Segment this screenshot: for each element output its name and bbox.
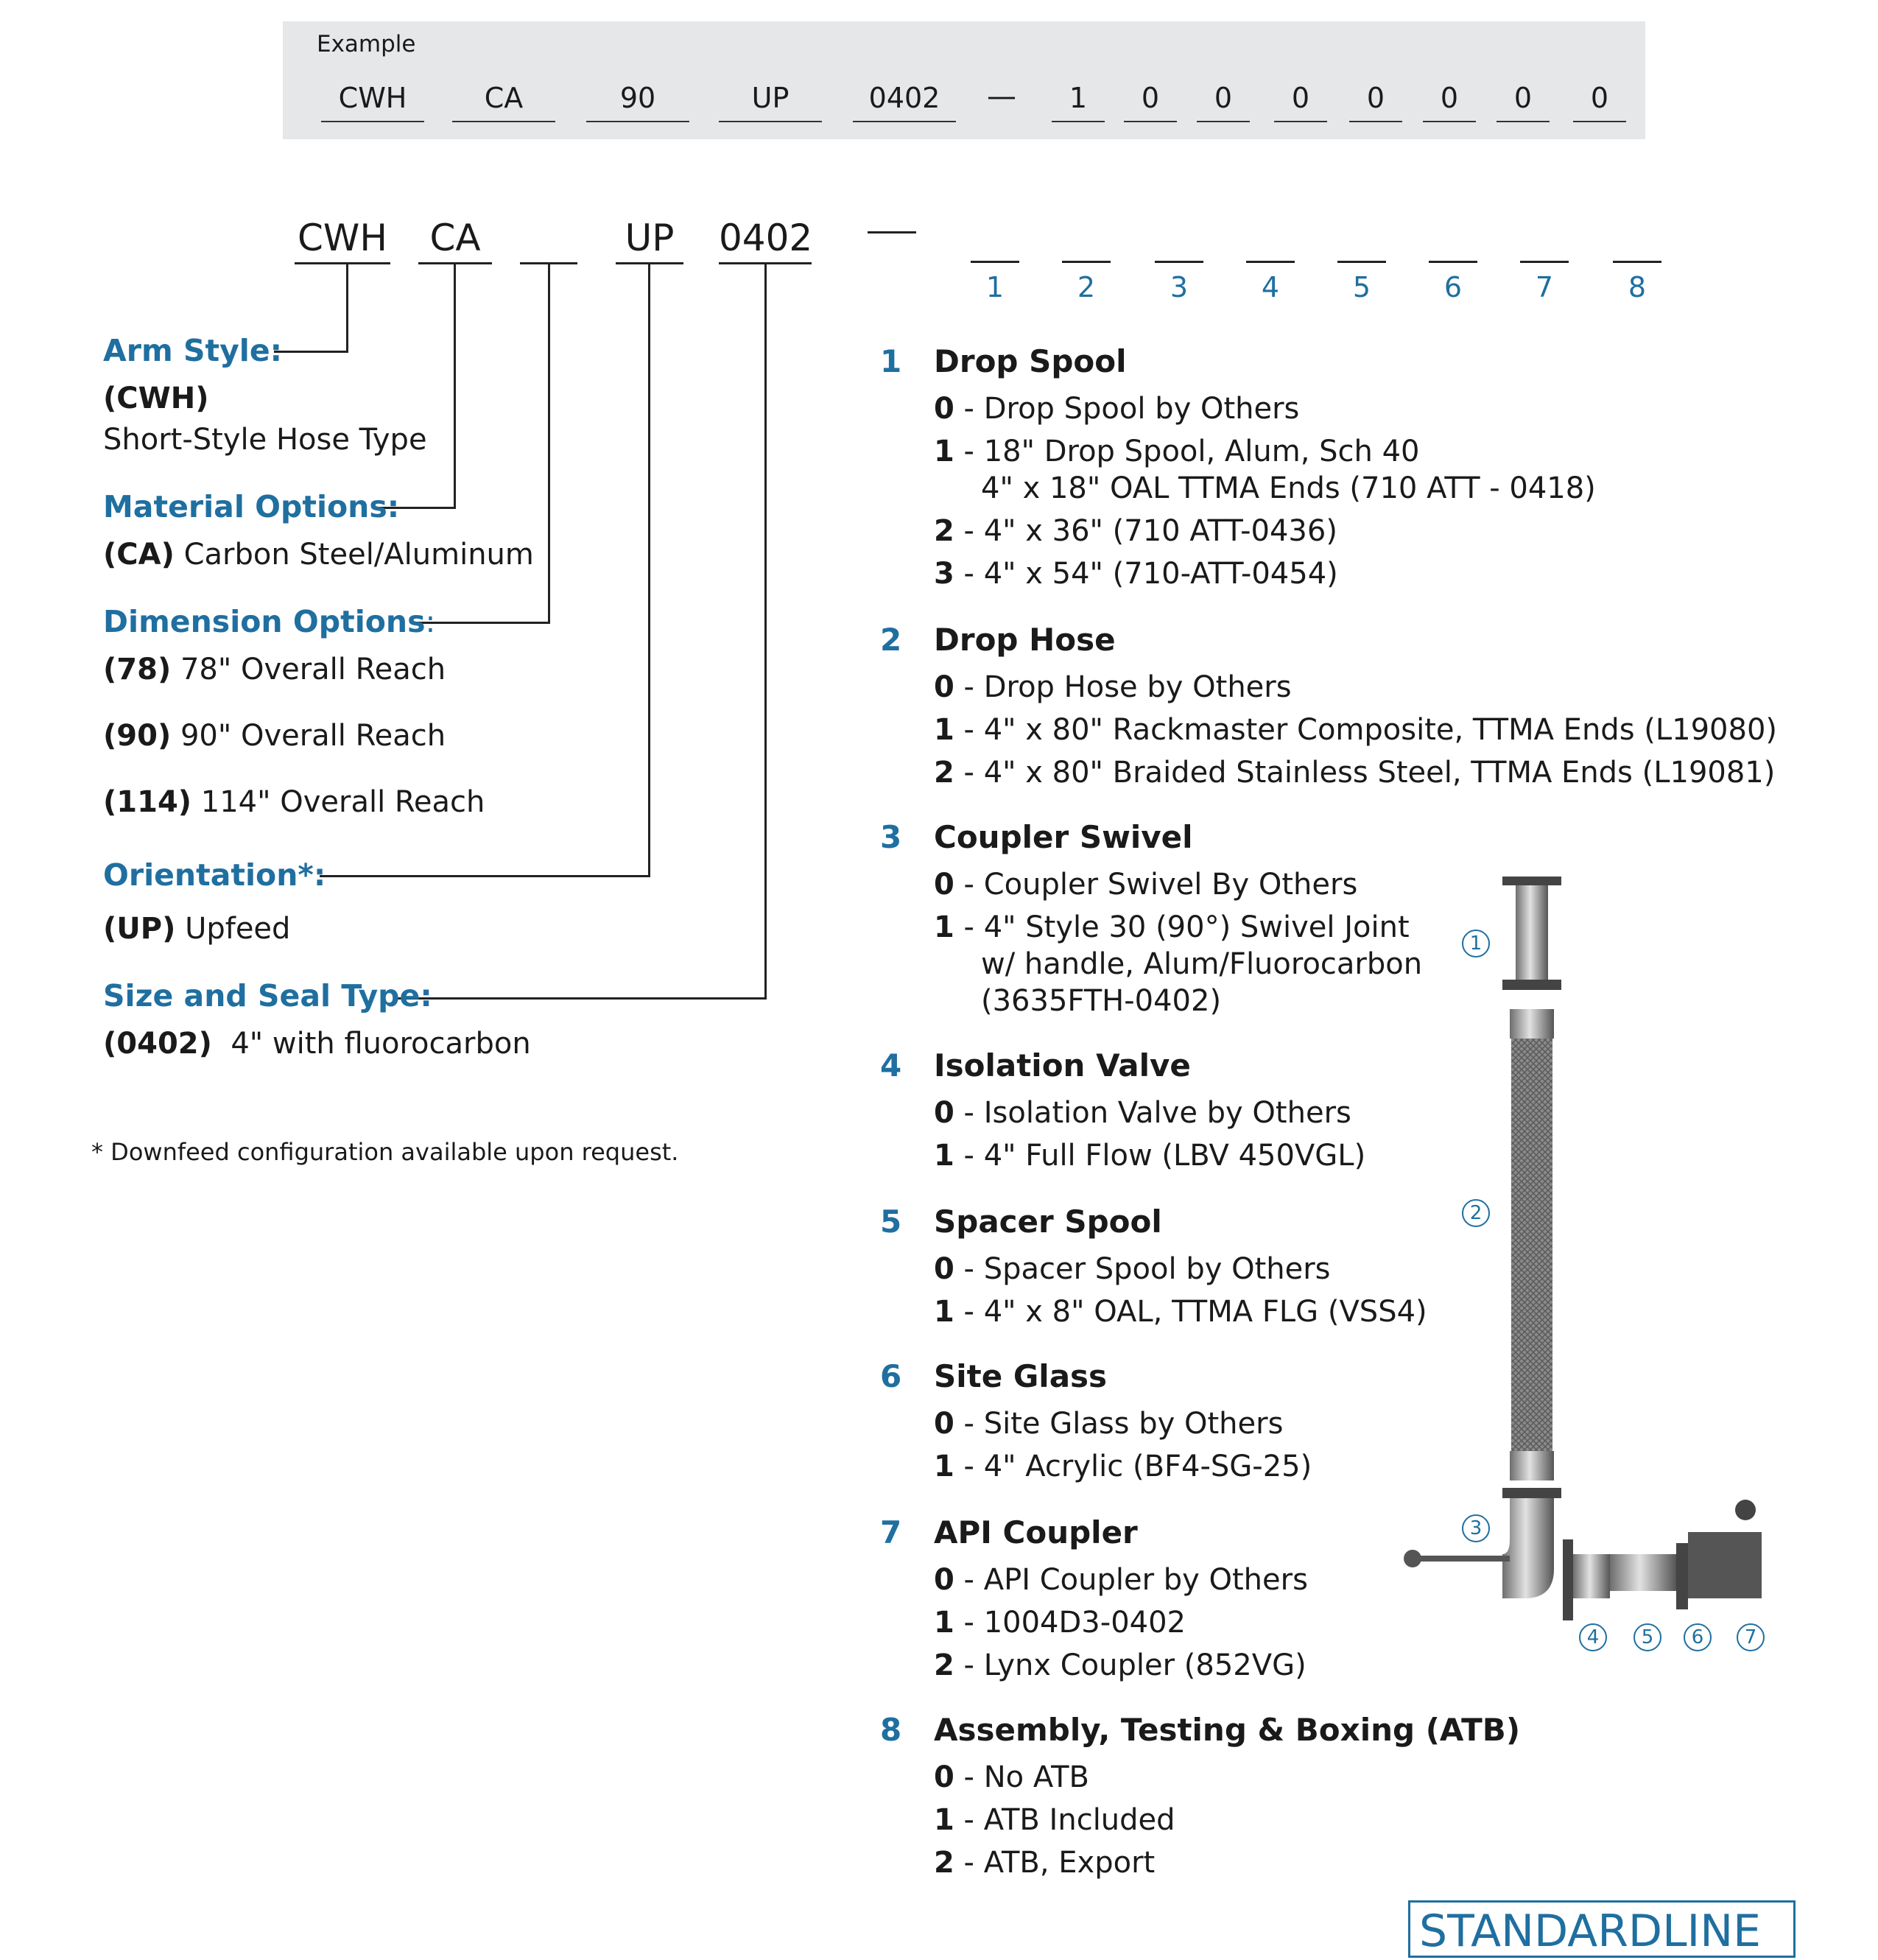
section-number: 1 [880,343,902,379]
site-glass [1676,1543,1688,1609]
slot-number-7: 7 [1535,271,1554,303]
dimension-option-114 [103,785,485,819]
coupler-swivel [1502,1498,1554,1598]
slot-6 [1429,261,1477,263]
option-text: - Spacer Spool by Others [954,1252,1331,1286]
size-seal-code: (0402) [103,1027,212,1061]
option-code: 1 [934,1803,954,1837]
drop-spool [1516,885,1548,981]
dimension-heading-colon: : [425,604,436,639]
example-digit-3: 0 [1197,75,1250,122]
valve-flange [1563,1539,1573,1620]
example-field-material: CA [452,75,555,122]
option-text: - No ATB [954,1760,1089,1794]
dimension-option-90 [103,719,446,753]
option-text: - API Coupler by Others [954,1563,1308,1597]
option-item [934,392,1299,426]
section-number: 5 [880,1204,902,1240]
code-field-orientation: UP [616,214,683,264]
option-text: - 4" x 80" Rackmaster Composite, TTMA Ends (L19080) [954,713,1777,747]
option-item [934,1563,1308,1597]
isolation-valve [1573,1554,1610,1598]
example-digit-7: 0 [1497,75,1550,122]
section-title-api-coupler: API Coupler [934,1514,1138,1550]
example-label: Example [317,31,416,57]
callout-1: 1 [1462,930,1490,958]
dimension-code: (114) [103,785,192,819]
option-item [934,868,1357,902]
slot-number-3: 3 [1170,271,1189,303]
section-title-coupler-swivel: Coupler Swivel [934,819,1193,855]
callout-7: 7 [1737,1623,1765,1651]
slot-3 [1155,261,1203,263]
dimension-code: (90) [103,719,172,753]
option-item [934,1252,1331,1286]
code-field-arm: CWH [295,214,390,264]
orientation-code: (UP) [103,912,176,946]
option-code: 0 [934,1760,954,1794]
spacer-spool [1610,1554,1676,1591]
orientation-desc: Upfeed [175,912,291,946]
drop-spool-flange-top [1502,877,1561,885]
option-text: - Lynx Coupler (852VG) [954,1648,1306,1682]
option-text: - Drop Spool by Others [954,392,1300,426]
code-field-dimension [520,214,577,264]
section-title-site-glass: Site Glass [934,1358,1108,1394]
example-digit-6: 0 [1423,75,1476,122]
option-item [934,1760,1089,1794]
option-text: - 4" Full Flow (LBV 450VGL) [954,1139,1366,1173]
material-code: (CA) [103,538,175,572]
connector-dimension-vertical [548,264,550,623]
option-item [934,910,1410,944]
api-coupler [1688,1532,1762,1598]
option-code: 0 [934,1096,954,1130]
slot-4 [1246,261,1295,263]
swivel-flange [1502,1488,1561,1498]
section-title-atb: Assembly, Testing & Boxing (ATB) [934,1712,1521,1748]
connector-size-horizontal [398,997,767,1000]
code-field-material: CA [418,214,492,264]
connector-arm-vertical [346,264,348,352]
arm-style-desc: Short-Style Hose Type [103,423,427,457]
example-field-arm: CWH [321,75,424,122]
material-option [103,538,534,572]
connector-material-vertical [454,264,456,508]
option-item [934,756,1775,790]
example-digit-8: 0 [1573,75,1626,122]
option-item [934,670,1292,704]
option-code: 1 [934,435,954,468]
option-code: 1 [934,1139,954,1173]
option-code: 2 [934,1648,954,1682]
coupler-lever [1735,1500,1756,1520]
section-title-isolation-valve: Isolation Valve [934,1047,1191,1083]
callout-6: 6 [1684,1623,1712,1651]
option-item [934,713,1777,747]
swivel-handle [1414,1556,1510,1562]
slot-number-4: 4 [1261,271,1280,303]
option-text: - Site Glass by Others [954,1407,1284,1441]
option-item [934,514,1337,548]
dimension-desc: 114" Overall Reach [191,785,485,819]
slot-7 [1520,261,1569,263]
connector-arm-horizontal [274,351,348,353]
option-item [934,1295,1427,1329]
section-number: 4 [880,1047,902,1083]
size-seal-desc: 4" with fluorocarbon [211,1027,531,1061]
section-number: 7 [880,1514,902,1550]
callout-3: 3 [1462,1514,1490,1542]
slot-number-8: 8 [1628,271,1647,303]
code-dash [868,231,916,233]
section-number: 3 [880,819,902,855]
dimension-desc: 78" Overall Reach [171,653,446,686]
option-code: 0 [934,392,954,426]
footnote: * Downfeed configuration available upon request. [91,1138,679,1166]
example-dash: — [987,80,1016,113]
option-text: - 4" x 36" (710 ATT-0436) [954,514,1337,548]
drop-hose [1511,1039,1552,1451]
option-item [934,435,1420,468]
material-desc: Carbon Steel/Aluminum [174,538,534,572]
option-code: 1 [934,1606,954,1640]
option-code: 1 [934,713,954,747]
option-text: - 4" Style 30 (90°) Swivel Joint [954,910,1410,944]
option-code: 3 [934,557,954,591]
section-number: 8 [880,1712,902,1748]
section-title-spacer-spool: Spacer Spool [934,1204,1162,1240]
slot-8 [1613,261,1661,263]
dimension-code: (78) [103,653,172,686]
size-seal-heading: Size and Seal Type: [103,978,432,1014]
arm-style-code: (CWH) [103,382,209,415]
orientation-heading: Orientation*: [103,857,326,893]
option-continuation: w/ handle, Alum/Fluorocarbon [981,947,1423,981]
arm-style-heading: Arm Style: [103,333,283,368]
option-text: - 1004D3-0402 [954,1606,1186,1640]
option-item [934,1139,1365,1173]
slot-1 [971,261,1019,263]
option-text: - 4" x 80" Braided Stainless Steel, TTMA Ends (L19081) [954,756,1776,790]
option-text: - 4" x 8" OAL, TTMA FLG (VSS4) [954,1295,1427,1329]
option-text: - 4" Acrylic (BF4-SG-25) [954,1450,1312,1483]
callout-4: 4 [1579,1623,1607,1651]
option-code: 1 [934,910,954,944]
option-code: 0 [934,1407,954,1441]
example-field-size: 0402 [853,75,956,122]
option-code: 2 [934,514,954,548]
option-code: 0 [934,1563,954,1597]
loading-arm-illustration [1392,869,1790,1620]
slot-2 [1062,261,1111,263]
connector-size-vertical [764,264,767,999]
option-item [934,1803,1175,1837]
option-item [934,557,1338,591]
option-text: - ATB Included [954,1803,1175,1837]
option-code: 2 [934,1846,954,1880]
dimension-heading [103,604,435,639]
section-title-drop-spool: Drop Spool [934,343,1127,379]
callout-5: 5 [1633,1623,1661,1651]
slot-number-6: 6 [1443,271,1463,303]
option-text: - Drop Hose by Others [954,670,1292,704]
section-number: 6 [880,1358,902,1394]
example-digit-2: 0 [1124,75,1177,122]
example-digit-5: 0 [1349,75,1402,122]
option-item [934,1648,1306,1682]
dimension-heading-text: Dimension Options [103,604,426,639]
option-text: - Coupler Swivel By Others [954,868,1358,902]
slot-5 [1337,261,1386,263]
hose-end-bottom [1510,1451,1554,1480]
callout-2: 2 [1462,1199,1490,1227]
option-item [934,1407,1283,1441]
slot-number-1: 1 [985,271,1005,303]
option-item [934,1450,1312,1483]
standardline-badge: STANDARDLINE [1408,1900,1796,1958]
option-text: - 18" Drop Spool, Alum, Sch 40 [954,435,1420,468]
slot-number-5: 5 [1352,271,1371,303]
dimension-option-78 [103,653,446,686]
slot-number-2: 2 [1077,271,1096,303]
hose-end-top [1510,1009,1554,1039]
example-field-dimension: 90 [586,75,689,122]
option-text: - ATB, Export [954,1846,1156,1880]
option-text: - 4" x 54" (710-ATT-0454) [954,557,1338,591]
option-item [934,1846,1155,1880]
dimension-desc: 90" Overall Reach [171,719,446,753]
option-continuation: 4" x 18" OAL TTMA Ends (710 ATT - 0418) [981,471,1596,505]
example-field-orientation: UP [719,75,822,122]
option-code: 2 [934,756,954,790]
orientation-option [103,912,290,946]
option-code: 0 [934,868,954,902]
section-title-drop-hose: Drop Hose [934,622,1116,658]
option-code: 0 [934,670,954,704]
option-code: 0 [934,1252,954,1286]
option-code: 1 [934,1295,954,1329]
connector-orientation-horizontal [320,875,650,877]
example-digit-4: 0 [1274,75,1327,122]
section-number: 2 [880,622,902,658]
option-item [934,1096,1351,1130]
size-seal-option [103,1027,531,1061]
example-digit-1: 1 [1052,75,1105,122]
option-code: 1 [934,1450,954,1483]
code-field-size: 0402 [719,214,812,264]
option-text: - Isolation Valve by Others [954,1096,1351,1130]
handle-knob [1404,1550,1421,1567]
option-continuation: (3635FTH-0402) [981,984,1222,1018]
material-heading: Material Options: [103,489,400,524]
drop-spool-flange-bottom [1502,980,1561,990]
option-item [934,1606,1186,1640]
connector-orientation-vertical [648,264,650,877]
